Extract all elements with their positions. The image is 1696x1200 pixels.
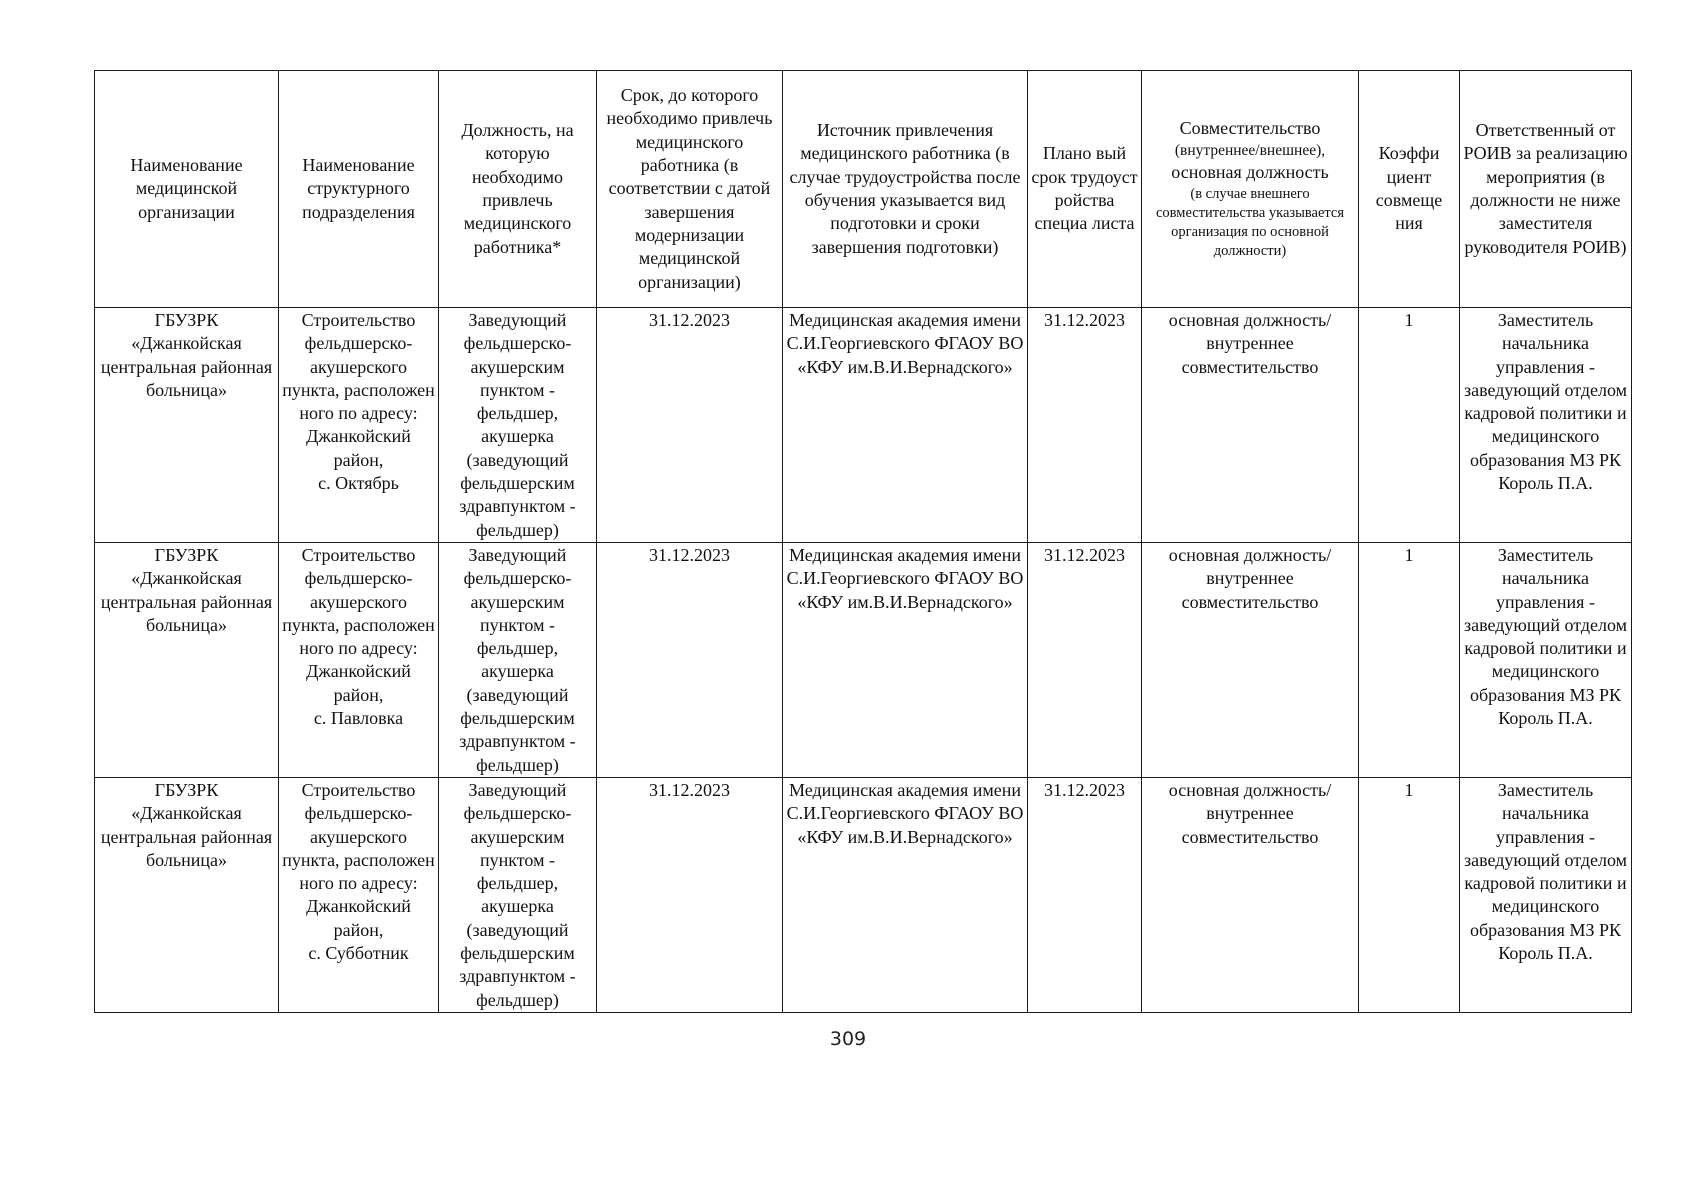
header-subdivision: Наименование структурного подразделения	[279, 71, 439, 308]
cell-subdivision-text: Строительство фельдшерско-акушерского пункта, расположен ного по адресу: Джанкойский район,	[282, 544, 435, 705]
staffing-table	[94, 70, 1632, 1013]
cell-responsible: Заместитель начальника управления - заведующий отделом кадровой политики и медицинского образования МЗ РК Король П.А.	[1460, 777, 1632, 1012]
header-coefficient: Коэффи циент совмеще ния	[1359, 71, 1460, 308]
cell-deadline: 31.12.2023	[597, 542, 783, 777]
cell-coefficient: 1	[1359, 542, 1460, 777]
cell-combination: основная должность/ внутреннее совместительство	[1142, 308, 1359, 543]
cell-organization: ГБУЗРК «Джанкойская центральная районная больница»	[95, 777, 279, 1012]
cell-subdivision-text: Строительство фельдшерско-акушерского пункта, расположен ного по адресу: Джанкойский район,	[282, 779, 435, 940]
cell-planned-date: 31.12.2023	[1028, 542, 1142, 777]
cell-position: Заведующий фельдшерско-акушерским пунктом - фельдшер, акушерка (заведующий фельдшерским здравпунктом - фельдшер)	[439, 542, 597, 777]
table-header-row	[95, 71, 1632, 308]
cell-organization: ГБУЗРК «Джанкойская центральная районная больница»	[95, 542, 279, 777]
header-source: Источник привлечения медицинского работника (в случае трудоустройства после обучения указывается вид подготовки и сроки завершения подготовки)	[783, 71, 1028, 308]
cell-position: Заведующий фельдшерско-акушерским пунктом - фельдшер, акушерка (заведующий фельдшерским здравпунктом - фельдшер)	[439, 777, 597, 1012]
cell-subdivision	[279, 777, 439, 1012]
header-combination	[1142, 71, 1359, 308]
cell-position: Заведующий фельдшерско-акушерским пунктом - фельдшер, акушерка (заведующий фельдшерским здравпунктом - фельдшер)	[439, 308, 597, 543]
table-row	[95, 308, 1632, 543]
header-organization: Наименование медицинской организации	[95, 71, 279, 308]
cell-coefficient: 1	[1359, 777, 1460, 1012]
cell-source: Медицинская академия имени С.И.Георгиевского ФГАОУ ВО «КФУ им.В.И.Вернадского»	[783, 308, 1028, 543]
header-combination-type: (внутреннее/внешнее),	[1174, 141, 1326, 159]
header-deadline: Срок, до которого необходимо привлечь медицинского работника (в соответствии с датой завершения модернизации медицинской организации)	[597, 71, 783, 308]
header-planned-date: Плано вый срок трудоуст ройства специа листа	[1028, 71, 1142, 308]
cell-planned-date: 31.12.2023	[1028, 777, 1142, 1012]
header-combination-note: (в случае внешнего совместительства указывается организация по основной должности)	[1155, 185, 1345, 259]
table-row	[95, 542, 1632, 777]
cell-locality: с. Субботник	[308, 943, 409, 964]
cell-responsible: Заместитель начальника управления - заведующий отделом кадровой политики и медицинского образования МЗ РК Король П.А.	[1460, 542, 1632, 777]
cell-combination: основная должность/ внутреннее совместительство	[1142, 542, 1359, 777]
cell-source: Медицинская академия имени С.И.Георгиевского ФГАОУ ВО «КФУ им.В.И.Вернадского»	[783, 777, 1028, 1012]
cell-source: Медицинская академия имени С.И.Георгиевского ФГАОУ ВО «КФУ им.В.И.Вернадского»	[783, 542, 1028, 777]
cell-responsible: Заместитель начальника управления - заведующий отделом кадровой политики и медицинского образования МЗ РК Король П.А.	[1460, 308, 1632, 543]
cell-locality: с. Октябрь	[318, 473, 399, 494]
cell-subdivision-text: Строительство фельдшерско-акушерского пункта, расположен ного по адресу: Джанкойский район,	[282, 310, 435, 470]
header-combination-main: основная должность	[1171, 162, 1329, 183]
page-number: 309	[829, 1028, 867, 1050]
header-combination-title: Совместительство	[1179, 118, 1321, 139]
cell-coefficient: 1	[1359, 308, 1460, 543]
cell-deadline: 31.12.2023	[597, 777, 783, 1012]
cell-organization: ГБУЗРК «Джанкойская центральная районная больница»	[95, 308, 279, 543]
cell-combination: основная должность/ внутреннее совместительство	[1142, 777, 1359, 1012]
cell-planned-date: 31.12.2023	[1028, 308, 1142, 543]
header-position: Должность, на которую необходимо привлечь медицинского работника*	[439, 71, 597, 308]
table-row	[95, 777, 1632, 1012]
header-responsible: Ответственный от РОИВ за реализацию мероприятия (в должности не ниже заместителя руководителя РОИВ)	[1460, 71, 1632, 308]
cell-subdivision	[279, 542, 439, 777]
cell-deadline: 31.12.2023	[597, 308, 783, 543]
cell-subdivision	[279, 308, 439, 543]
cell-locality: с. Павловка	[313, 708, 404, 729]
